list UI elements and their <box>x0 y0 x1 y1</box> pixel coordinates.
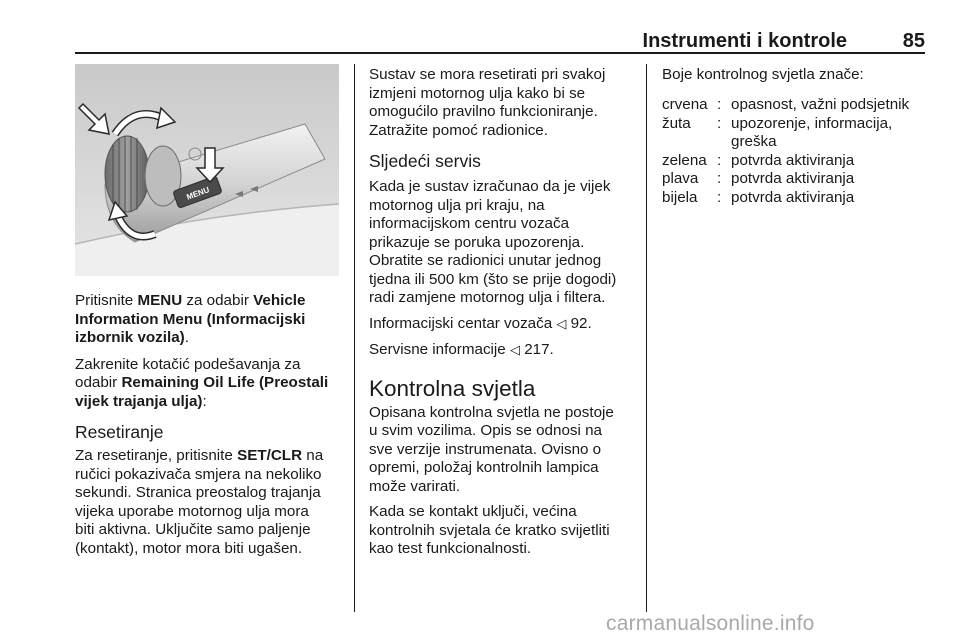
text-run: odabir <box>75 374 122 391</box>
color-name: zelena <box>662 151 707 169</box>
column-2 <box>369 66 641 559</box>
color-description: upozorenje, informacija, greška <box>731 114 893 150</box>
column-3 <box>662 66 927 85</box>
color-name: žuta <box>662 114 691 132</box>
paragraph-reset-requirement <box>369 66 641 140</box>
reference-page: 217. <box>519 341 554 358</box>
page-header <box>75 30 925 58</box>
cross-reference-service-info[interactable] <box>369 341 641 361</box>
text-run: prikazuje se poruka upozorenja. <box>369 233 585 251</box>
header-rule <box>75 52 925 54</box>
section-heading-reset: Resetiranje <box>75 422 164 442</box>
text-run: Kada je sustav izračunao da je vijek <box>369 178 611 195</box>
text-run: . <box>184 329 189 346</box>
color-separator: : <box>717 170 722 187</box>
color-separator: : <box>717 188 722 206</box>
text-run: tjedna ili 500 km (što se prije dogodi) <box>369 270 617 288</box>
text-run: može varirati. <box>369 477 461 495</box>
color-row-yellow <box>662 115 931 152</box>
text-run: Za resetiranje, pritisnite <box>75 447 238 464</box>
text-run: za odabir <box>182 292 254 309</box>
paragraph-select-oil-life <box>75 356 345 412</box>
text-run: Sustav se mora resetirati pri svakoj <box>369 66 606 83</box>
column-divider-2 <box>646 64 647 612</box>
color-row-green <box>662 152 931 171</box>
paragraph-menu-instruction <box>75 292 345 348</box>
text-run: na <box>302 447 324 464</box>
page-title: Instrumenti i kontrole <box>642 30 847 52</box>
paragraph-next-service <box>369 178 641 308</box>
vehicle-information-menu-keyword: izbornik vozila) <box>75 329 185 346</box>
text-run: informacijskom centru vozača <box>369 215 570 232</box>
page-number: 85 <box>902 30 925 52</box>
text-run: Pritisnite <box>75 292 138 309</box>
text-run: vijeka uporabe motornog ulja mora <box>75 502 309 520</box>
color-separator: : <box>717 114 722 132</box>
section-heading-next-service: Sljedeći servis <box>369 151 481 171</box>
color-row-white <box>662 189 931 208</box>
color-separator: : <box>717 96 722 113</box>
text-run: Obratite se radionici unutar jednog <box>369 252 602 269</box>
stalk-illustration-drawing <box>75 64 339 276</box>
paragraph-ignition-test <box>369 503 641 559</box>
text-run: sve verzije instrumenata. Ovisno o <box>369 440 602 458</box>
remaining-oil-life-keyword: vijek trajanja ulja) <box>75 392 203 410</box>
text-run: ručici pokazivača smjera na nekoliko <box>75 465 322 483</box>
reference-page: 92. <box>566 314 592 332</box>
color-row-red <box>662 96 931 115</box>
color-name: plava <box>662 170 699 187</box>
section-heading-warning-lights: Kontrolna svjetla <box>369 375 536 401</box>
column-divider-1 <box>354 64 355 612</box>
text-run: Kada se kontakt uključi, većina <box>369 503 577 520</box>
text-run: Zakrenite kotačić podešavanja za <box>75 355 301 373</box>
stalk-illustration <box>75 64 339 276</box>
color-name: crvena <box>662 96 708 113</box>
reference-arrow-icon: ◁ <box>509 343 520 358</box>
paragraph-warning-lights-intro <box>369 404 641 497</box>
color-description: opasnost, važni podsjetnik <box>731 96 910 113</box>
text-run: : <box>202 392 207 410</box>
paragraph-color-intro: Boje kontrolnog svjetla znače: <box>662 66 864 83</box>
color-meaning-table <box>662 96 931 207</box>
paragraph-reset <box>75 447 345 558</box>
text-run: izmjeni motornog ulja kako bi se <box>369 84 586 102</box>
vehicle-information-menu-keyword: Information Menu (Informacijski <box>75 310 306 328</box>
text-run: biti aktivna. Uključite samo paljenje <box>75 521 311 538</box>
text-run: radi zamjene motornog ulja i filtera. <box>369 289 606 306</box>
text-run: Zatražite pomoć radionice. <box>369 121 548 139</box>
watermark: carmanualsonline.info <box>606 612 815 635</box>
color-name: bijela <box>662 188 698 206</box>
menu-keyword: MENU <box>137 292 183 309</box>
text-run: omogućilo pravilno funkcioniranje. <box>369 103 598 120</box>
remaining-oil-life-keyword: Remaining Oil Life (Preostali <box>121 374 329 391</box>
vehicle-information-menu-keyword: Vehicle <box>253 292 306 309</box>
color-separator: : <box>717 151 722 169</box>
reference-arrow-icon: ◁ <box>556 316 567 332</box>
text-run: motornog ulja pri kraju, na <box>369 196 545 214</box>
cross-reference-driver-info-centre[interactable] <box>369 315 641 335</box>
color-row-blue <box>662 170 931 189</box>
column-1 <box>75 292 345 558</box>
text-run: kao test funkcionalnosti. <box>369 540 532 557</box>
menu-button-label: MENU <box>185 185 211 202</box>
text-run: Opisana kontrolna svjetla ne postoje <box>369 403 614 421</box>
text-run: (kontakt), motor mora biti ugašen. <box>75 539 303 557</box>
color-description: potvrda aktiviranja <box>731 170 855 187</box>
text-run: Servisne informacije <box>369 341 510 358</box>
color-description: potvrda aktiviranja <box>731 151 855 169</box>
text-run: opremi, položaj kontrolnih lampica <box>369 459 599 476</box>
set-clr-keyword: SET/CLR <box>237 447 303 464</box>
color-description: potvrda aktiviranja <box>731 188 855 206</box>
text-run: Informacijski centar vozača <box>369 314 557 332</box>
text-run: kontrolnih svjetala će kratko svijetliti <box>369 521 610 539</box>
text-run: sekundi. Stranica preostalog trajanja <box>75 484 321 501</box>
text-run: u svim vozilima. Opis se odnosi na <box>369 422 602 439</box>
